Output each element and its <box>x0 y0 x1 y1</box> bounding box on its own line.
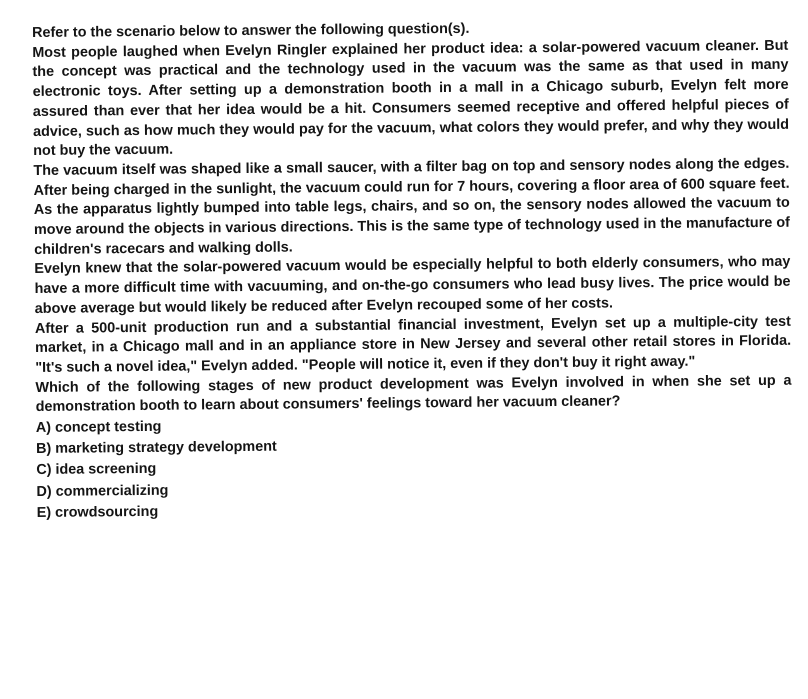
instructions: Refer to the scenario below to answer the following question(s). <box>32 20 470 41</box>
question-document <box>32 17 793 524</box>
answer-option-d: D) commercializing <box>36 482 169 500</box>
scenario-paragraph-4: After a 500-unit production run and a substantial financial investment, Evelyn set up a multiple-city test market, in a Chicago mall and in an appliance store in New Jersey and several other retail stores in Florida. "It's such a novel idea," Evelyn added. "People will notice it, even if they don't buy it right away." <box>34 313 792 376</box>
question-text: Which of the following stages of new product development was Evelyn involved in when she set up a demonstration booth to learn about consumers' feelings toward her vacuum cleaner? <box>35 372 792 416</box>
scenario-paragraph-1: Most people laughed when Evelyn Ringler explained her product idea: a solar-powered vacuum cleaner. But the concept was practical and the technology used in the vacuum was the same as that used in many electronic toys. After setting up a demonstration booth in a mall in a Chicago suburb, Evelyn felt more assured than ever that her idea would be a hit. Consumers seemed receptive and offered helpful pieces of advice, such as how much they would pay for the vacuum, what colors they would prefer, and why they would not buy the vacuum. <box>32 37 790 160</box>
scenario-paragraph-3: Evelyn knew that the solar-powered vacuum would be especially helpful to both elderly consumers, who may have a more difficult time with vacuuming, and on-the-go consumers who lead busy lives. The price would be above average but would likely be reduced after Evelyn recouped some of her costs. <box>34 254 791 317</box>
answer-options <box>36 411 793 524</box>
answer-option-e: E) crowdsourcing <box>36 503 159 521</box>
answer-option-a: A) concept testing <box>35 418 162 437</box>
answer-option-c: C) idea screening <box>36 461 157 479</box>
answer-option-b: B) marketing strategy development <box>36 438 277 458</box>
scenario-paragraph-2: The vacuum itself was shaped like a small saucer, with a filter bag on top and sensory nodes along the edges. After being charged in the sunlight, the vacuum could run for 7 hours, covering a floor area of 600 square feet. As the apparatus lightly bumped into table legs, chairs, and so on, the sensory nodes allowed the vacuum to move around the objects in various directions. This is the same type of technology used in the manufacture of children's racecars and walking dolls. <box>33 155 791 258</box>
